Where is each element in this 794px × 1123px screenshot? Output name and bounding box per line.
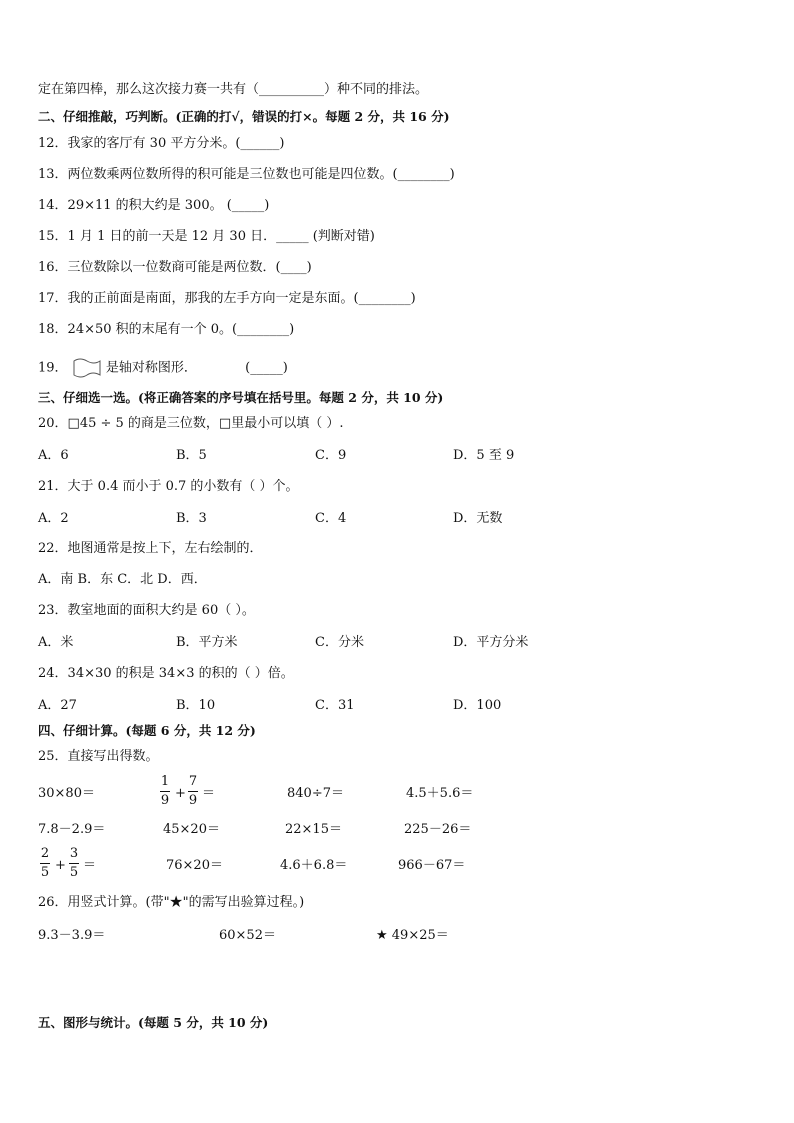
question-25: 25．直接写出得数。 xyxy=(38,749,159,764)
q21-option-a: A．2 xyxy=(38,511,69,526)
calc-45x20: 45×20＝ xyxy=(163,822,220,837)
vertical-calc-49x25: ★ 49×25＝ xyxy=(376,928,449,943)
q20-option-a: A．6 xyxy=(38,448,69,463)
question-26: 26．用竖式计算。(带"★"的需写出验算过程。) xyxy=(38,895,305,910)
q21-option-b: B．3 xyxy=(176,511,207,526)
calc-7.8minus2.9: 7.8－2.9＝ xyxy=(38,822,106,837)
q20-option-c: C．9 xyxy=(315,448,347,463)
question-19 xyxy=(38,357,288,379)
fraction-7-9: 7 9 xyxy=(188,774,198,808)
intro-line: 定在第四棒，那么这次接力赛一共有（__________）种不同的排法。 xyxy=(38,82,429,97)
q21-option-d: D．无数 xyxy=(453,511,503,526)
question-14: 14．29×11 的积大约是 300。 (_____) xyxy=(38,198,270,213)
question-21: 21．大于 0.4 而小于 0.7 的小数有（ ）个。 xyxy=(38,479,299,494)
calc-4.5plus5.6: 4.5＋5.6＝ xyxy=(406,786,474,801)
calc-22x15: 22×15＝ xyxy=(285,822,342,837)
section4-heading: 四、仔细计算。(每题 6 分，共 12 分) xyxy=(38,723,256,738)
question-20: 20．□45 ÷ 5 的商是三位数，□里最小可以填（ ）. xyxy=(38,416,344,431)
equals-sign: ＝ xyxy=(83,858,97,873)
question-18: 18．24×50 积的末尾有一个 0。(________) xyxy=(38,322,295,337)
q20-option-d: D．5 至 9 xyxy=(453,448,515,463)
wave-flag-icon xyxy=(72,357,102,379)
q20-option-b: B．5 xyxy=(176,448,207,463)
vertical-calc-9.3minus3.9: 9.3－3.9＝ xyxy=(38,928,106,943)
question-17: 17．我的正前面是南面，那我的左手方向一定是东面。(________) xyxy=(38,291,416,306)
q21-option-c: C．4 xyxy=(315,511,347,526)
q19-number: 19． xyxy=(38,360,68,376)
q23-option-b: B．平方米 xyxy=(176,635,238,650)
section2-heading: 二、仔细推敲，巧判断。(正确的打√，错误的打×。每题 2 分，共 16 分) xyxy=(38,109,450,124)
q22-options: A．南 B．东 C．北 D．西． xyxy=(38,572,207,587)
question-22: 22．地图通常是按上下，左右绘制的． xyxy=(38,541,263,556)
q19-blank: (_____) xyxy=(245,360,288,376)
calc-76x20: 76×20＝ xyxy=(166,858,223,873)
question-23: 23．教室地面的面积大约是 60（ ）。 xyxy=(38,603,255,618)
plus-sign: + xyxy=(55,858,66,873)
q24-option-d: D．100 xyxy=(453,698,502,713)
q24-option-a: A．27 xyxy=(38,698,77,713)
q24-option-c: C．31 xyxy=(315,698,355,713)
q19-text: 是轴对称图形． xyxy=(105,360,197,376)
question-16: 16．三位数除以一位数商可能是两位数．(____) xyxy=(38,260,312,275)
q23-option-c: C．分米 xyxy=(315,635,364,650)
q23-option-d: D．平方分米 xyxy=(453,635,529,650)
section3-heading: 三、仔细选一选。(将正确答案的序号填在括号里。每题 2 分，共 10 分) xyxy=(38,390,444,405)
plus-sign: + xyxy=(175,786,186,801)
calc-840div7: 840÷7＝ xyxy=(287,786,344,801)
section5-heading: 五、图形与统计。(每题 5 分，共 10 分) xyxy=(38,1015,269,1030)
calc-4.6plus6.8: 4.6＋6.8＝ xyxy=(280,858,348,873)
question-12: 12．我家的客厅有 30 平方分米。(______) xyxy=(38,136,285,151)
calc-966minus67: 966－67＝ xyxy=(398,858,466,873)
question-24: 24．34×30 的积是 34×3 的积的（ ）倍。 xyxy=(38,666,294,681)
vertical-calc-60x52: 60×52＝ xyxy=(219,928,276,943)
equals-sign: ＝ xyxy=(202,786,216,801)
fraction-2-5: 2 5 xyxy=(40,846,50,880)
calc-30x80: 30×80＝ xyxy=(38,786,95,801)
question-15: 15．1 月 1 日的前一天是 12 月 30 日．_____ (判断对错) xyxy=(38,229,375,244)
q23-option-a: A．米 xyxy=(38,635,74,650)
calc-225minus26: 225－26＝ xyxy=(404,822,472,837)
fraction-1-9: 1 9 xyxy=(160,774,170,808)
fraction-3-5: 3 5 xyxy=(69,846,79,880)
question-13: 13．两位数乘两位数所得的积可能是三位数也可能是四位数。(________) xyxy=(38,167,455,182)
q24-option-b: B．10 xyxy=(176,698,216,713)
